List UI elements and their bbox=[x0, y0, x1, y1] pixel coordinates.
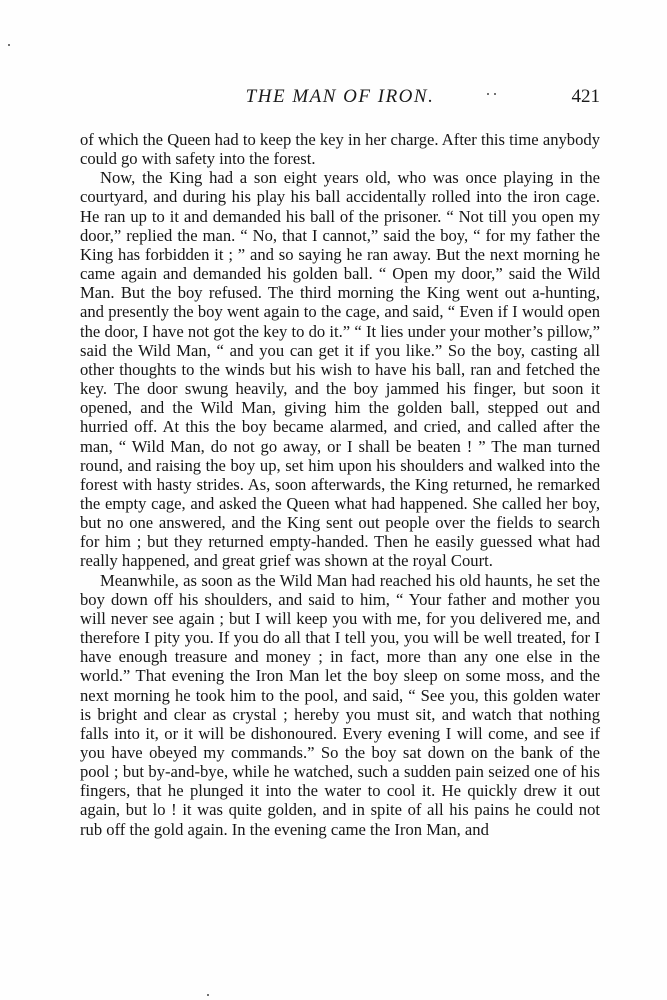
paragraph: Meanwhile, as soon as the Wild Man had reached his old haunts, he set the boy down off his shoulders, and said to him, “ Your father and mother you will never see again ; but I will keep you with me, for you delivered me, and therefore I pity you. If you do all that I tell you, you will be well treated, for I have enough treasure and money ; in fact, more than any one else in the world.” That evening the Iron Man let the boy sleep on some moss, and the next morning he took him to the pool, and said, “ See you, this golden water is bright and clear as crystal ; hereby you must sit, and watch that nothing falls into it, or it will be dishonoured. Every evening I will come, and see if you have obeyed my commands.” So the boy sat down on the bank of the pool ; but by-and-bye, while he watched, such a sudden pain seized one of his fingers, that he plunged it into the water to cool it. He quickly drew it out again, but lo ! it was quite golden, and in spite of all his pains he could not rub off the gold again. In the evening came the Iron Man, and bbox=[80, 570, 600, 839]
body-text bbox=[80, 130, 600, 839]
page-header bbox=[80, 86, 600, 112]
paragraph: Now, the King had a son eight years old, who was once playing in the courtyard, and during his play his ball accidentally rolled into the iron cage. He ran up to it and demanded his ball of the prisoner. “ Not till you open my door,” replied the man. “ No, that I cannot,” said the boy, “ for my father the King has forbidden it ; ” and so saying he ran away. But the next morning he came again and demanded his golden ball. “ Open my door,” said the Wild Man. But the boy refused. The third morning the King went out a-hunting, and presently the boy went again to the cage, and said, “ Even if I would open the door, I have not got the key to do it.” “ It lies under your mother’s pillow,” said the Wild Man, “ and you can get it if you like.” So the boy, casting all other thoughts to the winds but his wish to have his ball, ran and fetched the key. The door swung heavily, and the boy jammed his finger, but soon it opened, and the Wild Man, giving him the golden ball, stepped out and hurried off. At this the boy became alarmed, and cried, and called after the man, “ Wild Man, do not go away, or I shall be beaten ! ” The man turned round, and raising the boy up, set him upon his shoulders and walked into the forest with hasty strides. As, soon afterwards, the King returned, he remarked the empty cage, and asked the Queen what had happened. She called her boy, but no one answered, and the King sent out people over the fields to search for him ; but they returned empty-handed. Then he easily guessed what had really happened, and great grief was shown at the royal Court. bbox=[80, 168, 600, 571]
paragraph: of which the Queen had to keep the key in her charge. After this time anybody could go with safety into the forest. bbox=[80, 130, 600, 169]
print-speck bbox=[8, 44, 10, 46]
page-number: 421 bbox=[571, 86, 600, 107]
running-title: THE MAN OF IRON. bbox=[245, 86, 435, 107]
print-speck bbox=[207, 994, 209, 996]
